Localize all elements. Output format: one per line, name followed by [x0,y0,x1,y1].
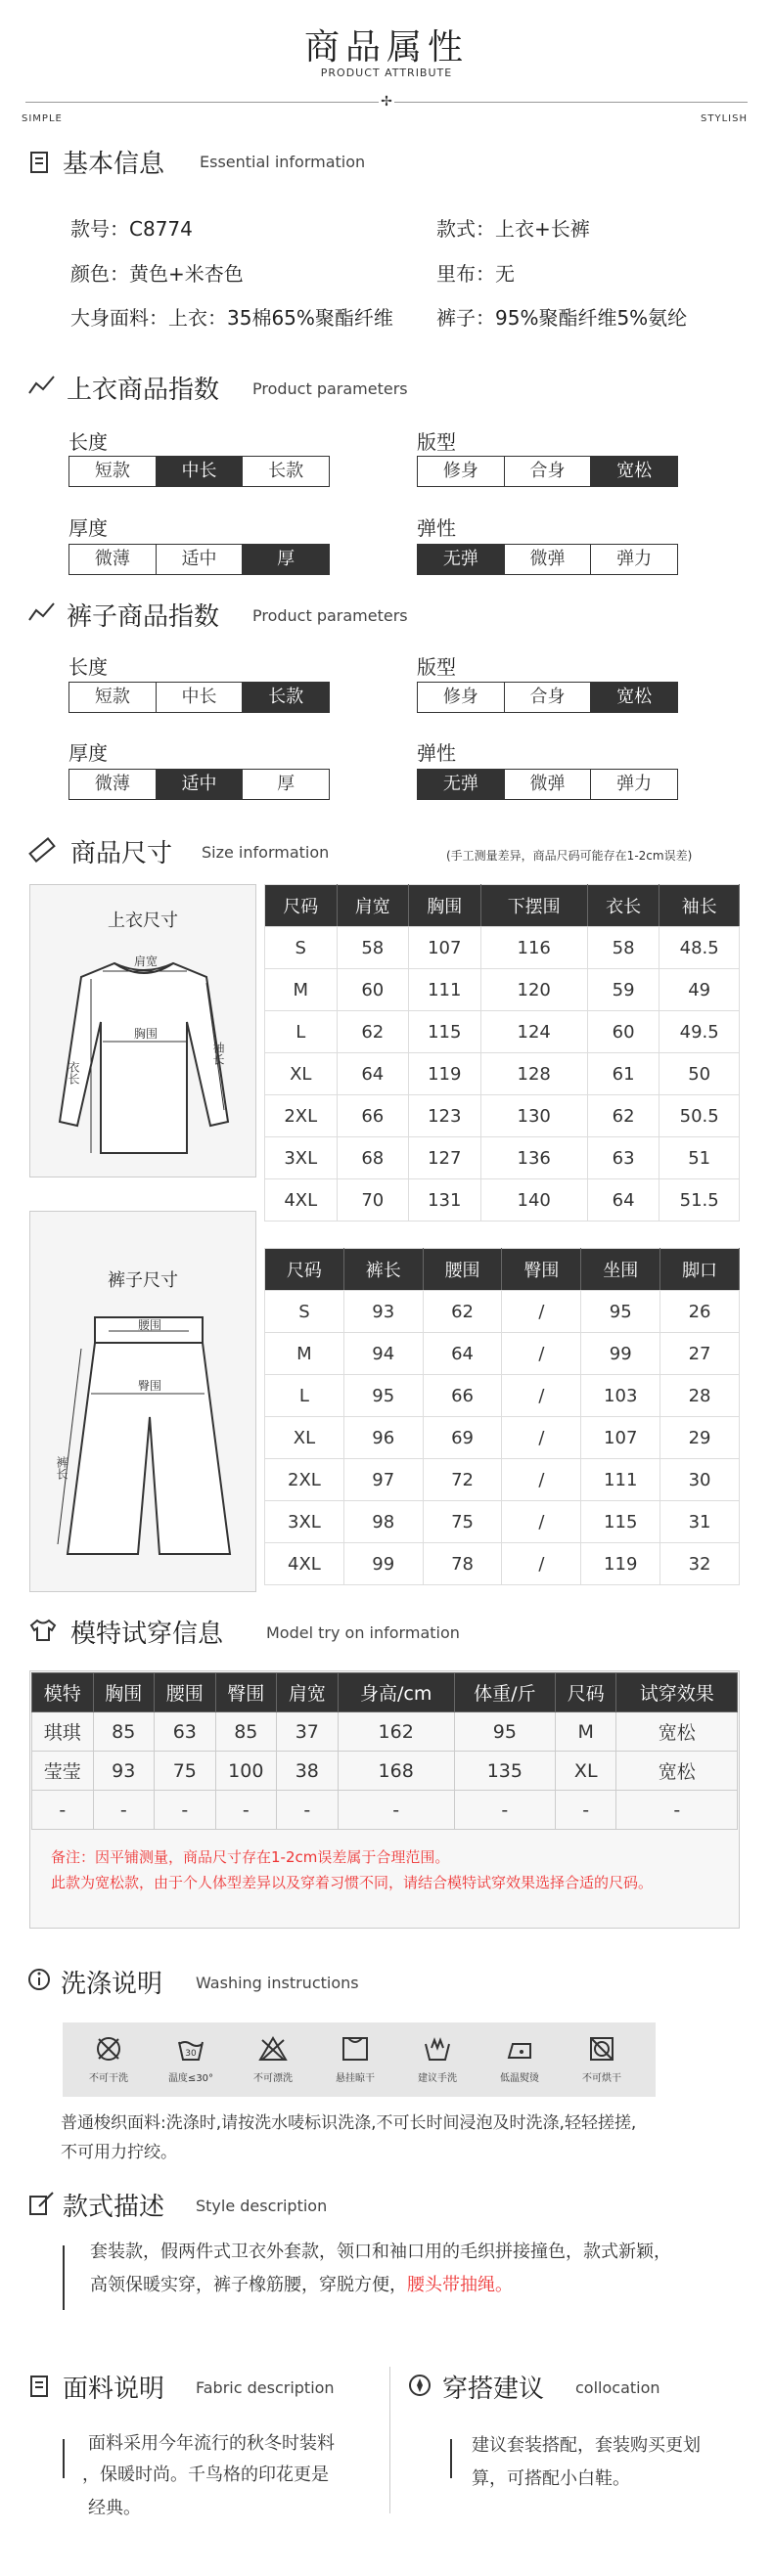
table-cell: 38 [277,1752,339,1791]
table-cell: 莹莹 [32,1752,94,1791]
table-row [265,1543,740,1585]
table-cell: 85 [93,1712,155,1752]
collocation-title: 穿搭建议 [442,2375,545,2404]
scale-option: 宽松 [591,457,677,486]
style-en: Style description [196,2197,328,2215]
style-text-1: 套装款，假两件式卫衣外套款，领口和袖口用的毛织拼接撞色，款式新颖， [90,2242,671,2262]
table-cell: 3XL [265,1501,344,1543]
pants-length-fig-label: 裤长 [55,1456,68,1480]
table-cell: M [265,1333,344,1375]
table-cell: 29 [660,1417,740,1459]
fabric-en: Fabric description [196,2378,335,2397]
table-cell: 51.5 [659,1179,740,1221]
table-cell: L [265,1375,344,1417]
table-cell: - [215,1791,277,1830]
table-cell: - [277,1791,339,1830]
table-cell: - [454,1791,555,1830]
fabric-title: 面料说明 [63,2375,165,2404]
table-cell: 70 [337,1179,409,1221]
table-cell: 2XL [265,1459,344,1501]
wash-label: 不可漂洗 [253,2073,293,2084]
svg-text:30: 30 [185,2049,197,2059]
table-cell: 28 [660,1375,740,1417]
table-header: 下摆围 [480,885,587,927]
wash-30-icon [157,2034,225,2084]
table-cell: 96 [343,1417,423,1459]
wash-label: 建议手洗 [418,2073,457,2084]
table-cell: 123 [409,1095,481,1137]
collocation-en: collocation [575,2378,660,2397]
trend-icon [27,600,57,624]
scale-option: 无弹 [418,545,505,574]
scale-option: 弹力 [616,549,653,569]
table-cell: 135 [454,1752,555,1791]
pants-length-label: 长度 [68,655,108,679]
table-header: 尺码 [265,885,338,927]
table-cell: 48.5 [659,927,740,969]
table-cell: 宽松 [616,1712,738,1752]
info-icon [27,1968,51,1991]
scale-option: 修身 [418,457,505,486]
table-cell: 69 [423,1417,502,1459]
scale-option: 适中 [157,770,244,799]
table-header: 臀围 [502,1249,581,1291]
table-cell: 30 [660,1459,740,1501]
hand-wash-icon [403,2034,472,2084]
top-figure-panel [29,884,256,1177]
table-cell: - [93,1791,155,1830]
scale-option: 微薄 [69,770,157,799]
header-left-word: SIMPLE [22,113,63,124]
table-header: 肩宽 [337,885,409,927]
collocation-bar [450,2439,452,2478]
fabric-bar [63,2439,65,2478]
table-cell: 66 [337,1095,409,1137]
table-header: 胸围 [93,1673,155,1712]
table-cell: / [502,1543,581,1585]
scale-option: 微弹 [505,545,592,574]
table-header: 裤长 [343,1249,423,1291]
table-cell: 140 [480,1179,587,1221]
table-cell: 98 [343,1501,423,1543]
scale-option: 短款 [69,457,157,486]
model-note-1: 备注：因平铺测量，商品尺寸存在1-2cm误差属于合理范围。 [51,1848,450,1866]
scale-option: 修身 [418,683,505,712]
table-header: 坐围 [581,1249,660,1291]
table-cell: 64 [587,1179,659,1221]
table-cell: / [502,1417,581,1459]
style-title: 款式描述 [63,2193,165,2222]
table-cell: 宽松 [616,1752,738,1791]
table-cell: 103 [581,1375,660,1417]
table-header: 身高/cm [338,1673,454,1712]
table-row [265,1333,740,1375]
trend-icon [27,374,57,397]
pants-fit-scale [417,682,678,713]
top-size-table [264,884,740,1221]
crosshair-icon: ✢ [379,94,394,110]
basic-info-en: Essential information [200,153,366,171]
document-icon [27,149,53,176]
table-cell: 115 [409,1011,481,1053]
table-cell: 127 [409,1137,481,1179]
top-figure-label: 上衣尺寸 [108,910,178,931]
table-cell: 50.5 [659,1095,740,1137]
table-cell: 119 [581,1543,660,1585]
table-header: 袖长 [659,885,740,927]
table-cell: 119 [409,1053,481,1095]
table-cell: - [32,1791,94,1830]
table-cell: 94 [343,1333,423,1375]
scale-option: 宽松 [591,683,677,712]
column-divider [389,2367,390,2513]
top-index-title: 上衣商品指数 [67,376,220,405]
table-cell: 111 [409,969,481,1011]
table-cell: / [502,1459,581,1501]
top-index-en: Product parameters [252,379,408,398]
wash-text-1: 普通梭织面料:洗涤时,请按洗水唛标识洗涤,不可长时间浸泡及时洗涤,轻轻搓搓, [61,2113,637,2133]
no-bleach-icon [239,2034,307,2084]
table-cell: 63 [155,1712,216,1752]
scale-option: 长款 [243,683,329,712]
table-row [265,969,740,1011]
table-cell: 78 [423,1543,502,1585]
table-cell: 116 [480,927,587,969]
table-cell: 162 [338,1712,454,1752]
table-header: 胸围 [409,885,481,927]
table-cell: 136 [480,1137,587,1179]
table-cell: 68 [337,1137,409,1179]
sleeve-label: 袖长 [211,1042,225,1065]
table-cell: 60 [587,1011,659,1053]
table-header: 腰围 [155,1673,216,1712]
table-cell: 75 [155,1752,216,1791]
wash-label: 悬挂晾干 [336,2073,375,2084]
edit-icon [27,2191,57,2218]
top-length-label: 长度 [68,430,108,454]
model-note-2: 此款为宽松款，由于个人体型差异以及穿着习惯不同，请结合模特试穿效果选择合适的尺码。 [51,1874,654,1891]
table-cell: 130 [480,1095,587,1137]
page-title: 商品属性 [303,27,469,67]
table-cell: XL [555,1752,616,1791]
table-cell: 32 [660,1543,740,1585]
table-cell: 72 [423,1459,502,1501]
table-row [265,1011,740,1053]
table-header: 试穿效果 [616,1673,738,1712]
table-row [265,1501,740,1543]
table-cell: 75 [423,1501,502,1543]
table-cell: 62 [337,1011,409,1053]
table-cell: 107 [409,927,481,969]
table-row [265,1459,740,1501]
table-row [265,927,740,969]
table-cell: 66 [423,1375,502,1417]
document-icon [27,2373,53,2400]
wash-text-2: 不可用力拧绞。 [61,2143,177,2162]
scale-option: 合身 [505,683,592,712]
table-cell: 131 [409,1179,481,1221]
style-type: 款式：上衣+长裤 [436,217,590,241]
table-row [265,1417,740,1459]
table-cell: 49 [659,969,740,1011]
pants-elastic-label: 弹性 [417,741,456,765]
top-elastic-scale [417,544,678,575]
top-thick-scale [68,544,330,575]
table-row [265,1375,740,1417]
style-bar [63,2245,65,2310]
wash-icon-strip [63,2022,656,2097]
pants-thick-label: 厚度 [68,741,108,765]
scale-option: 适中 [157,545,244,574]
table-header: 体重/斤 [454,1673,555,1712]
waist-label: 腰围 [137,1318,162,1332]
table-cell: 128 [480,1053,587,1095]
compass-icon [407,2373,432,2398]
wash-title: 洗涤说明 [61,1970,163,1999]
table-cell: 59 [587,969,659,1011]
table-header: 臀围 [215,1673,277,1712]
scale-option: 微薄 [69,545,157,574]
table-cell: 64 [423,1333,502,1375]
table-header: 脚口 [660,1249,740,1291]
table-cell: 124 [480,1011,587,1053]
table-cell: 63 [587,1137,659,1179]
scale-option: 厚 [277,774,296,794]
table-cell: M [555,1712,616,1752]
table-cell: M [265,969,338,1011]
table-cell: 60 [337,969,409,1011]
length-label: 衣长 [67,1061,80,1085]
wash-en: Washing instructions [196,1974,359,1992]
top-length-scale [68,456,330,487]
table-cell: 62 [587,1095,659,1137]
model-en: Model try on information [266,1623,460,1642]
table-cell: 3XL [265,1137,338,1179]
table-row [265,1291,740,1333]
table-cell: 62 [423,1291,502,1333]
top-fit-label: 版型 [417,430,456,454]
scale-option: 弹力 [616,774,653,794]
table-cell: L [265,1011,338,1053]
collocation-text-2: 算，可搭配小白鞋。 [472,2468,630,2489]
pants-figure-label: 裤子尺寸 [108,1270,178,1291]
table-cell: 64 [337,1053,409,1095]
lining-info: 里布：无 [436,262,515,286]
pants-length-scale [68,682,330,713]
table-cell: 120 [480,969,587,1011]
table-cell: / [502,1375,581,1417]
scale-option: 合身 [505,457,592,486]
table-cell: 27 [660,1333,740,1375]
fabric-info: 大身面料：上衣：35棉65%聚酯纤维 [70,306,393,330]
table-header: 尺码 [555,1673,616,1712]
table-cell: 107 [581,1417,660,1459]
no-dry-clean-icon [74,2034,143,2084]
table-cell: 61 [587,1053,659,1095]
table-cell: 琪琪 [32,1712,94,1752]
table-cell: 168 [338,1752,454,1791]
table-cell: S [265,1291,344,1333]
pants-figure-panel [29,1211,256,1592]
table-header: 尺码 [265,1249,344,1291]
top-fit-scale [417,456,678,487]
table-cell: 99 [343,1543,423,1585]
table-cell: / [502,1333,581,1375]
pants-size-table [264,1248,740,1585]
scale-option: 长款 [268,461,304,481]
table-cell: / [502,1501,581,1543]
top-garment-diagram [44,944,244,1169]
table-row [32,1791,738,1830]
wash-label: 不可烘干 [582,2073,621,2084]
model-title: 模特试穿信息 [70,1620,224,1649]
table-cell: 85 [215,1712,277,1752]
scale-option: 厚 [243,545,329,574]
table-cell: - [616,1791,738,1830]
pants-fit-label: 版型 [417,655,456,679]
hang-dry-icon [321,2034,389,2084]
table-cell: 111 [581,1459,660,1501]
wash-label: 低温熨烫 [500,2073,539,2084]
table-header: 腰围 [423,1249,502,1291]
table-cell: 2XL [265,1095,338,1137]
model-table [31,1672,738,1830]
table-cell: 93 [93,1752,155,1791]
table-cell: 58 [337,927,409,969]
table-cell: / [502,1291,581,1333]
size-title: 商品尺寸 [70,839,173,868]
top-elastic-label: 弹性 [417,516,456,540]
scale-option: 中长 [157,683,244,712]
pants-elastic-scale [417,769,678,800]
pants-fabric-info: 裤子：95%聚酯纤维5%氨纶 [436,306,688,330]
table-cell: 100 [215,1752,277,1791]
table-cell: - [555,1791,616,1830]
basic-info-title: 基本信息 [63,150,165,179]
table-cell: 58 [587,927,659,969]
color-info: 颜色：黄色+米杏色 [70,262,244,286]
pants-thick-scale [68,769,330,800]
table-cell: 4XL [265,1543,344,1585]
table-cell: 115 [581,1501,660,1543]
table-cell: 99 [581,1333,660,1375]
table-cell: - [338,1791,454,1830]
pants-index-title: 裤子商品指数 [67,602,220,632]
collocation-text-1: 建议套装搭配，套装购买更划 [472,2435,701,2456]
size-note: (手工测量差异，商品尺码可能存在1-2cm误差) [446,849,693,863]
wash-label: 温度≤30° [167,2073,214,2084]
header-right-word: STYLISH [701,113,748,124]
top-thick-label: 厚度 [68,516,108,540]
chest-label: 胸围 [133,1027,159,1041]
table-cell: 93 [343,1291,423,1333]
table-cell: 51 [659,1137,740,1179]
size-en: Size information [202,843,330,862]
table-cell: 97 [343,1459,423,1501]
table-cell: XL [265,1417,344,1459]
ruler-icon [27,836,57,864]
table-cell: 37 [277,1712,339,1752]
table-cell: 49.5 [659,1011,740,1053]
fabric-text-1: 面料采用今年流行的秋冬时装料 [88,2433,335,2454]
shoulder-label: 肩宽 [133,955,159,968]
table-row [265,1179,740,1221]
scale-option: 无弹 [418,770,505,799]
table-cell: 95 [581,1291,660,1333]
table-row [265,1095,740,1137]
table-cell: 95 [343,1375,423,1417]
table-cell: XL [265,1053,338,1095]
shirt-icon [27,1618,59,1643]
table-cell: 26 [660,1291,740,1333]
table-row [32,1752,738,1791]
fabric-text-3: 经典。 [88,2498,141,2518]
table-header: 衣长 [587,885,659,927]
table-row [265,1137,740,1179]
no-tumble-dry-icon [568,2034,636,2084]
page-subtitle: PRODUCT ATTRIBUTE [320,67,453,79]
table-cell: 31 [660,1501,740,1543]
table-row [32,1712,738,1752]
scale-option: 短款 [69,683,157,712]
table-header: 模特 [32,1673,94,1712]
wash-label: 不可干洗 [89,2073,128,2084]
pants-index-en: Product parameters [252,606,408,625]
style-text-2: 高领保暖实穿，裤子橡筋腰，穿脱方便，腰头带抽绳。 [90,2275,513,2295]
hip-label: 臀围 [137,1379,162,1393]
table-cell: 4XL [265,1179,338,1221]
table-cell: S [265,927,338,969]
low-iron-icon [485,2034,554,2084]
scale-option: 中长 [157,457,244,486]
table-header: 肩宽 [277,1673,339,1712]
table-cell: 50 [659,1053,740,1095]
table-cell: - [155,1791,216,1830]
style-number: 款号：C8774 [70,217,193,241]
table-cell: 95 [454,1712,555,1752]
pants-diagram [52,1310,244,1574]
table-row [265,1053,740,1095]
fabric-text-2: ，保暖时尚。千鸟格的印花更是 [82,2465,329,2485]
scale-option: 微弹 [505,770,592,799]
